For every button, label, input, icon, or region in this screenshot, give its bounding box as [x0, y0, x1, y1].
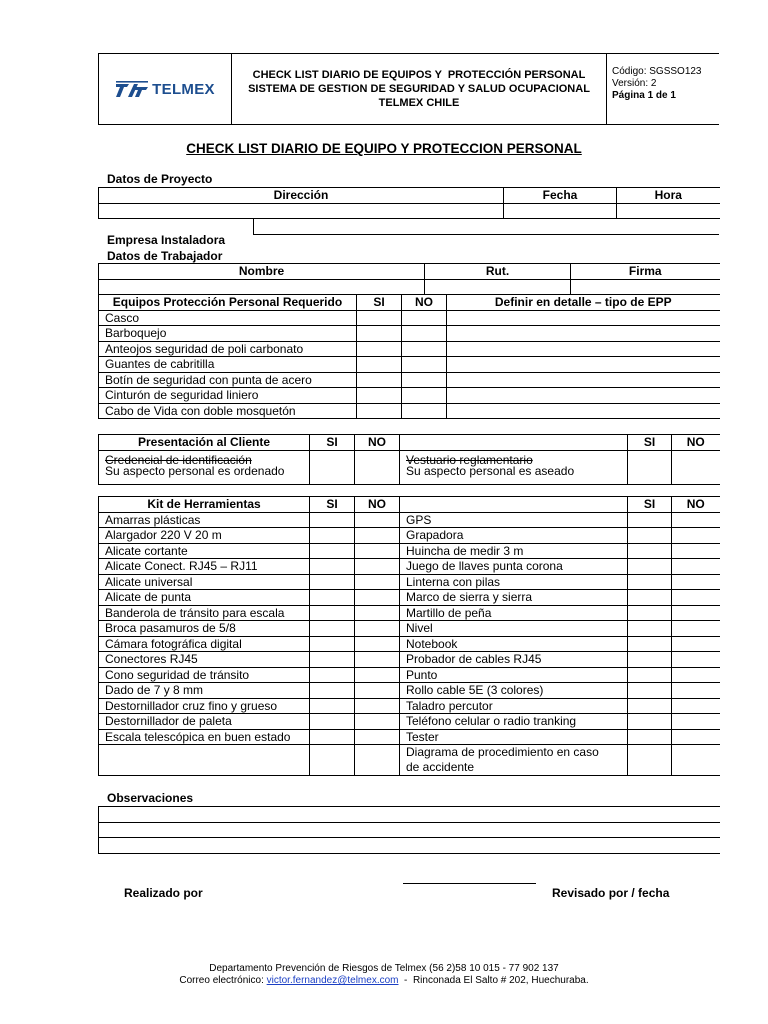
client-col-si: SI [310, 435, 355, 451]
company-spacer [98, 219, 253, 235]
tool-si-cell[interactable] [310, 512, 355, 528]
tool-no-cell[interactable] [672, 698, 720, 714]
tool-si-cell[interactable] [310, 543, 355, 559]
signature-field[interactable] [571, 279, 720, 295]
tool-no-cell[interactable] [672, 714, 720, 730]
logo-cell [99, 54, 232, 124]
tool-si-cell[interactable] [310, 528, 355, 544]
tools-col-item: Kit de Herramientas [99, 497, 310, 513]
epp-detail-cell[interactable] [447, 388, 720, 404]
client-right-items [400, 450, 628, 484]
client-item: Su aspecto personal es aseado [406, 463, 575, 478]
epp-detail-cell[interactable] [447, 341, 720, 357]
tool-item: Taladro percutor [400, 698, 628, 714]
table-row [99, 357, 720, 373]
epp-no-cell[interactable] [402, 403, 447, 419]
tool-si-cell[interactable] [628, 729, 672, 745]
client-left-items [99, 450, 310, 484]
tool-no-cell[interactable] [672, 559, 720, 575]
tool-si-cell[interactable] [628, 667, 672, 683]
table-row [99, 326, 720, 342]
epp-no-cell[interactable] [402, 310, 447, 326]
epp-item: Guantes de cabritilla [99, 357, 357, 373]
tool-item: Alicate de punta [99, 590, 310, 606]
observations-line[interactable] [99, 822, 720, 838]
epp-col-si: SI [357, 295, 402, 311]
epp-item: Casco [99, 310, 357, 326]
epp-item: Cinturón de seguridad liniero [99, 388, 357, 404]
tool-no-cell[interactable] [672, 621, 720, 637]
tools-col-si: SI [310, 497, 355, 513]
tool-item: Huincha de medir 3 m [400, 543, 628, 559]
tools-col-blank [400, 497, 628, 513]
reviewed-by-label: Revisado por / fecha [552, 886, 670, 900]
epp-detail-cell[interactable] [447, 357, 720, 373]
epp-si-cell[interactable] [357, 388, 402, 404]
epp-si-cell[interactable] [357, 372, 402, 388]
tool-si-cell[interactable] [310, 652, 355, 668]
epp-no-cell[interactable] [402, 326, 447, 342]
tool-si-cell[interactable] [310, 698, 355, 714]
table-row [99, 667, 720, 683]
tool-no-cell[interactable] [355, 667, 400, 683]
table-row [99, 388, 720, 404]
tool-si-cell[interactable] [310, 574, 355, 590]
tool-si-cell[interactable] [628, 559, 672, 575]
doc-code: Código: SGSSO123 [612, 66, 702, 77]
client-table [98, 434, 720, 485]
worker-label: Datos de Trabajador [107, 249, 223, 263]
tool-no-cell[interactable] [355, 683, 400, 699]
epp-detail-cell[interactable] [447, 310, 720, 326]
col-date: Fecha [504, 188, 617, 204]
table-row [99, 528, 720, 544]
tool-si-cell[interactable] [628, 636, 672, 652]
tools-table [98, 496, 720, 776]
tool-no-cell[interactable] [672, 543, 720, 559]
tool-item: Nivel [400, 621, 628, 637]
tool-no-cell[interactable] [355, 574, 400, 590]
tool-si-cell[interactable] [628, 683, 672, 699]
tool-item: Alicate Conect. RJ45 – RJ11 [99, 559, 310, 575]
client-item: Vestuario reglamentario [406, 452, 533, 467]
epp-item: Botín de seguridad con punta de acero [99, 372, 357, 388]
client-col-blank [400, 435, 628, 451]
tool-item: Conectores RJ45 [99, 652, 310, 668]
tool-item: Alicate universal [99, 574, 310, 590]
rut-field[interactable] [425, 279, 571, 295]
footer-line1: Departamento Prevención de Riesgos de Telmex (56 2)58 10 015 - 77 902 137 [209, 963, 559, 974]
tool-item: Broca pasamuros de 5/8 [99, 621, 310, 637]
table-row [99, 698, 720, 714]
table-row [99, 605, 720, 621]
epp-col-detail: Definir en detalle – tipo de EPP [447, 295, 720, 311]
tool-si-cell[interactable] [628, 543, 672, 559]
table-row [99, 590, 720, 606]
tool-item-line: Diagrama de procedimiento en caso [406, 745, 599, 759]
tool-item: Juego de llaves punta corona [400, 559, 628, 575]
tool-si-cell[interactable] [310, 621, 355, 637]
client-col-item: Presentación al Cliente [99, 435, 310, 451]
tool-si-cell[interactable] [310, 729, 355, 745]
tool-no-cell[interactable] [355, 745, 400, 776]
tool-no-cell[interactable] [672, 528, 720, 544]
epp-detail-cell[interactable] [447, 403, 720, 419]
epp-si-cell[interactable] [357, 357, 402, 373]
tool-no-cell[interactable] [672, 574, 720, 590]
tool-si-cell[interactable] [628, 698, 672, 714]
tool-item: Destornillador cruz fino y grueso [99, 698, 310, 714]
epp-no-cell[interactable] [402, 341, 447, 357]
epp-table [98, 294, 720, 419]
header-title-line1: CHECK LIST DIARIO DE EQUIPOS Y PROTECCIÓN PERSONAL [252, 69, 586, 81]
tool-si-cell[interactable] [628, 652, 672, 668]
epp-si-cell[interactable] [357, 403, 402, 419]
tool-item-empty [99, 745, 310, 776]
observations-label: Observaciones [107, 791, 194, 805]
tool-item: Cámara fotográfica digital [99, 636, 310, 652]
tool-si-cell[interactable] [310, 667, 355, 683]
tool-si-cell[interactable] [310, 714, 355, 730]
client-no-cell-right[interactable] [672, 450, 720, 484]
tool-no-cell[interactable] [672, 605, 720, 621]
footer-email-link[interactable]: victor.fernandez@telmex.com [266, 975, 399, 986]
telmex-logo [115, 80, 215, 98]
table-row [99, 543, 720, 559]
tool-no-cell[interactable] [672, 512, 720, 528]
header-meta [607, 54, 719, 124]
tools-col-si-right: SI [628, 497, 672, 513]
table-row [99, 372, 720, 388]
tool-item: Alicate cortante [99, 543, 310, 559]
name-field[interactable] [99, 279, 425, 295]
tool-no-cell[interactable] [355, 590, 400, 606]
logo-text: TELMEX [152, 80, 215, 98]
tool-item: Punto [400, 667, 628, 683]
tool-si-cell[interactable] [310, 590, 355, 606]
tool-no-cell[interactable] [672, 652, 720, 668]
epp-item: Cabo de Vida con doble mosquetón [99, 403, 357, 419]
tool-item: Banderola de tránsito para escala [99, 605, 310, 621]
col-time: Hora [617, 188, 720, 204]
tools-col-no-right: NO [672, 497, 720, 513]
tool-si-cell[interactable] [628, 745, 672, 776]
tool-item: Destornillador de paleta [99, 714, 310, 730]
tool-no-cell[interactable] [355, 605, 400, 621]
observations-table [98, 806, 720, 854]
tool-si-cell[interactable] [310, 559, 355, 575]
tool-item: Rollo cable 5E (3 colores) [400, 683, 628, 699]
time-field[interactable] [617, 203, 720, 219]
tool-si-cell[interactable] [628, 621, 672, 637]
tool-no-cell[interactable] [355, 528, 400, 544]
client-item: Credencial de identificación [105, 452, 252, 467]
epp-detail-cell[interactable] [447, 372, 720, 388]
tool-si-cell[interactable] [310, 745, 355, 776]
col-rut: Rut. [425, 264, 571, 280]
tools-col-no: NO [355, 497, 400, 513]
table-row [99, 683, 720, 699]
col-name: Nombre [99, 264, 425, 280]
tool-item: Cono seguridad de tránsito [99, 667, 310, 683]
client-col-no-right: NO [672, 435, 720, 451]
done-by-label: Realizado por [124, 886, 203, 900]
epp-no-cell[interactable] [402, 372, 447, 388]
footer-address: - Rinconada El Salto # 202, Huechuraba. [401, 975, 589, 986]
tool-no-cell[interactable] [355, 729, 400, 745]
table-row [99, 745, 720, 776]
tool-no-cell[interactable] [355, 559, 400, 575]
company-field[interactable] [253, 219, 719, 235]
tool-si-cell[interactable] [628, 528, 672, 544]
epp-si-cell[interactable] [357, 341, 402, 357]
tool-item: Notebook [400, 636, 628, 652]
tool-item: Dado de 7 y 8 mm [99, 683, 310, 699]
table-row [99, 714, 720, 730]
signature-line [403, 883, 536, 884]
client-item: Su aspecto personal es ordenado [105, 463, 285, 478]
tool-si-cell[interactable] [628, 714, 672, 730]
epp-item: Anteojos seguridad de poli carbonato [99, 341, 357, 357]
tool-no-cell[interactable] [355, 621, 400, 637]
tool-item: GPS [400, 512, 628, 528]
client-col-si-right: SI [628, 435, 672, 451]
epp-detail-cell[interactable] [447, 326, 720, 342]
date-field[interactable] [504, 203, 617, 219]
document-header [98, 53, 719, 125]
tool-si-cell[interactable] [628, 574, 672, 590]
tool-item: Alargador 220 V 20 m [99, 528, 310, 544]
header-title-line3: TELMEX CHILE [378, 97, 460, 109]
tool-item [400, 745, 628, 776]
client-no-cell[interactable] [355, 450, 400, 484]
tool-no-cell[interactable] [672, 729, 720, 745]
tool-no-cell[interactable] [672, 636, 720, 652]
col-signature: Firma [571, 264, 720, 280]
tool-si-cell[interactable] [628, 605, 672, 621]
client-si-cell-right[interactable] [628, 450, 672, 484]
tool-item: Tester [400, 729, 628, 745]
tool-item: Amarras plásticas [99, 512, 310, 528]
table-row [99, 310, 720, 326]
document-title: CHECK LIST DIARIO DE EQUIPO Y PROTECCION PERSONAL [186, 141, 582, 156]
table-row [99, 559, 720, 575]
epp-col-item: Equipos Protección Personal Requerido [99, 295, 357, 311]
project-label: Datos de Proyecto [107, 172, 213, 186]
tool-si-cell[interactable] [310, 605, 355, 621]
table-row [99, 403, 720, 419]
tool-no-cell[interactable] [355, 714, 400, 730]
tool-no-cell[interactable] [672, 590, 720, 606]
footer-email-label: Correo electrónico: [179, 975, 264, 986]
telmex-logo-icon [115, 80, 149, 98]
col-address: Dirección [99, 188, 504, 204]
doc-page: Página 1 de 1 [612, 90, 676, 101]
table-row [99, 652, 720, 668]
tool-no-cell[interactable] [672, 683, 720, 699]
project-table [98, 187, 720, 219]
tool-item: Marco de sierra y sierra [400, 590, 628, 606]
table-row [99, 621, 720, 637]
epp-no-cell[interactable] [402, 388, 447, 404]
tool-no-cell[interactable] [672, 667, 720, 683]
tool-item: Teléfono celular o radio tranking [400, 714, 628, 730]
header-title [232, 54, 607, 124]
table-row [99, 729, 720, 745]
tool-item: Martillo de peña [400, 605, 628, 621]
tool-item-line: de accidente [406, 760, 475, 774]
client-si-cell[interactable] [310, 450, 355, 484]
observations-line[interactable] [99, 807, 720, 823]
tool-item: Linterna con pilas [400, 574, 628, 590]
tool-si-cell[interactable] [310, 683, 355, 699]
footer-line2 [0, 975, 768, 987]
epp-col-no: NO [402, 295, 447, 311]
tool-no-cell[interactable] [672, 745, 720, 776]
tool-si-cell[interactable] [310, 636, 355, 652]
tool-item: Grapadora [400, 528, 628, 544]
doc-version: Versión: 2 [612, 78, 657, 89]
tool-si-cell[interactable] [628, 512, 672, 528]
company-label: Empresa Instaladora [107, 233, 226, 247]
tool-item: Escala telescópica en buen estado [99, 729, 310, 745]
client-col-no: NO [355, 435, 400, 451]
epp-si-cell[interactable] [357, 326, 402, 342]
table-row [99, 574, 720, 590]
header-title-line2: SISTEMA DE GESTION DE SEGURIDAD Y SALUD OCUPACIONAL [248, 83, 590, 95]
epp-si-cell[interactable] [357, 310, 402, 326]
epp-no-cell[interactable] [402, 357, 447, 373]
tool-no-cell[interactable] [355, 512, 400, 528]
table-row [99, 341, 720, 357]
table-row [99, 636, 720, 652]
tool-no-cell[interactable] [355, 543, 400, 559]
table-row [99, 512, 720, 528]
address-field[interactable] [99, 203, 504, 219]
tool-no-cell[interactable] [355, 636, 400, 652]
epp-item: Barboquejo [99, 326, 357, 342]
table-row [99, 450, 720, 484]
tool-no-cell[interactable] [355, 698, 400, 714]
tool-si-cell[interactable] [628, 590, 672, 606]
worker-table [98, 263, 720, 295]
observations-line[interactable] [99, 838, 720, 854]
tool-no-cell[interactable] [355, 652, 400, 668]
tool-item: Probador de cables RJ45 [400, 652, 628, 668]
